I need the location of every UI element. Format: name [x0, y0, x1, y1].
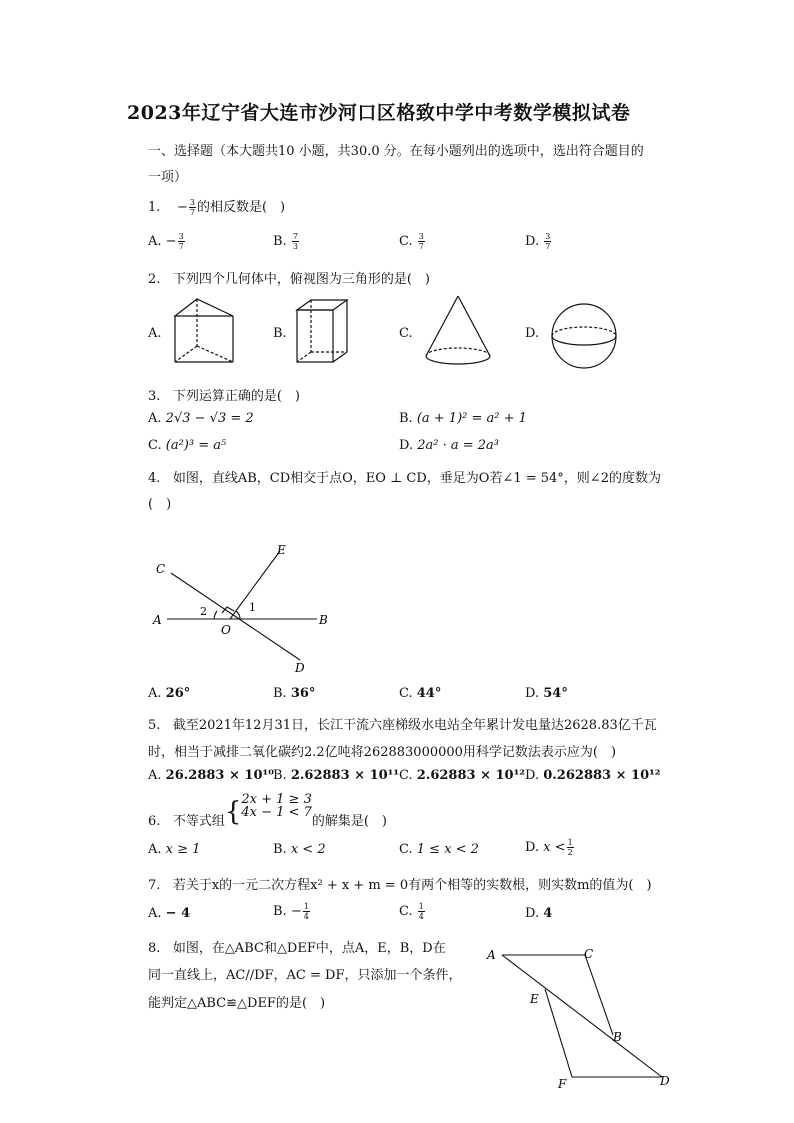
q4-option-b[interactable]: B. 36°	[273, 686, 316, 701]
inequality-2: 4x − 1 < 7	[241, 805, 312, 820]
label-b: B	[613, 1030, 622, 1044]
q5-option-c[interactable]: C. 2.62883 × 10¹²	[399, 768, 525, 783]
label-d: D	[660, 1074, 670, 1088]
cone-icon	[422, 292, 494, 370]
q3-option-c[interactable]: C. (a²)³ = a⁵	[148, 438, 227, 453]
label-a: A	[487, 948, 496, 962]
section-instructions-line2: 一项）	[148, 170, 188, 185]
label-f: F	[558, 1077, 567, 1091]
question-4: 4. 如图，直线AB，CD相交于点O，EO ⊥ CD，垂足为O若∠1 = 54°，则∠2的度数为	[148, 471, 661, 486]
q2-option-a-label[interactable]: A.	[148, 326, 162, 341]
segment-ad	[502, 955, 662, 1077]
page-title: 2023年辽宁省大连市沙河口区格致中学中考数学模拟试卷	[127, 102, 631, 124]
question-6: 6. 不等式组{2x + 1 ≥ 3 4x − 1 < 7的解集是( )	[148, 792, 387, 829]
q8-figure	[482, 940, 682, 1100]
question-3: 3. 下列运算正确的是( )	[148, 389, 300, 404]
q4-option-a[interactable]: A. 26°	[148, 686, 191, 701]
label-a: A	[153, 613, 162, 627]
label-angle-2: 2	[200, 605, 207, 618]
question-8-line2: 同一直线上，AC//DF，AC = DF，只添加一个条件，	[148, 968, 462, 983]
negative-sign: −	[176, 200, 188, 215]
q4-option-d[interactable]: D. 54°	[525, 686, 568, 701]
q6-option-b[interactable]: B. x < 2	[273, 842, 326, 857]
question-7: 7. 若关于x的一元二次方程x² + x + m = 0有两个相等的实数根，则实数m的值为( )	[148, 878, 652, 893]
q6-option-d[interactable]: D. x < $\frac{1}{2}$	[525, 838, 573, 857]
line-cd	[171, 573, 300, 660]
q5-option-b[interactable]: B. 2.62883 × 10¹¹	[273, 768, 400, 783]
q4-figure	[145, 535, 345, 680]
sphere-icon	[548, 300, 620, 372]
q3-option-a[interactable]: A. 2√3 − √3 = 2	[148, 411, 254, 426]
question-1	[148, 196, 285, 217]
triangular-prism-icon	[170, 296, 240, 368]
q2-option-c-label[interactable]: C.	[399, 326, 413, 341]
question-5-line2: 时，相当于减排二氧化碳约2.2亿吨将262883000000用科学记数法表示应为( )	[148, 745, 617, 760]
label-e: E	[530, 992, 539, 1006]
label-o: O	[221, 623, 231, 637]
q2-option-d-label[interactable]: D.	[525, 326, 540, 341]
q3-option-b[interactable]: B. (a + 1)² = a² + 1	[399, 411, 527, 426]
question-8-line3: 能判定△ABC≌△DEF的是( )	[148, 996, 326, 1011]
label-c: C	[584, 947, 594, 961]
question-8: 8. 如图，在△ABC和△DEF中，点A，E，B，D在	[148, 941, 446, 956]
label-angle-1: 1	[249, 601, 256, 614]
label-c: C	[156, 562, 166, 576]
segment-cb	[585, 955, 613, 1035]
brace: {	[224, 797, 242, 827]
q7-option-c[interactable]: C. $\frac{1}{4}$	[399, 902, 424, 921]
q6-option-c[interactable]: C. 1 ≤ x < 2	[399, 842, 479, 857]
q3-option-d[interactable]: D. 2a² · a = 2a³	[399, 438, 500, 453]
q2-option-b-label[interactable]: B.	[273, 326, 287, 341]
q7-option-d[interactable]: D. 4	[525, 906, 553, 921]
q4-option-c[interactable]: C. 44°	[399, 686, 442, 701]
fraction: $\frac{3}{7}$	[189, 198, 195, 217]
q1-option-c[interactable]: C. $\frac{3}{7}$	[399, 232, 424, 251]
q7-option-a[interactable]: A. − 4	[148, 906, 191, 921]
q5-option-a[interactable]: A. 26.2883 × 10¹⁰	[148, 768, 274, 783]
q6-option-a[interactable]: A. x ≥ 1	[148, 842, 201, 857]
q5-option-d[interactable]: D. 0.262883 × 10¹²	[525, 768, 661, 783]
question-text: 的相反数是( )	[196, 200, 286, 215]
segment-ef	[545, 989, 572, 1077]
q1-option-a[interactable]: A. − $\frac{3}{7}$	[148, 232, 184, 251]
label-b: B	[319, 613, 328, 627]
rectangular-prism-icon	[292, 296, 354, 368]
label-e: E	[277, 543, 286, 557]
question-4-line2: ( )	[148, 497, 172, 512]
section-instructions-line1: 一、选择题（本大题共10 小题，共30.0 分。在每小题列出的选项中，选出符合题目的	[148, 144, 644, 159]
question-2: 2. 下列四个几何体中，俯视图为三角形的是( )	[148, 272, 430, 287]
inequality-1: 2x + 1 ≥ 3	[241, 792, 312, 807]
label-d: D	[295, 661, 305, 675]
q1-option-d[interactable]: D. $\frac{3}{7}$	[525, 232, 551, 251]
question-5: 5. 截至2021年12月31日，长江干流六座梯级水电站全年累计发电量达2628.83亿千瓦	[148, 718, 657, 733]
q7-option-b[interactable]: B. − $\frac{1}{4}$	[273, 902, 309, 921]
question-number: 1.	[148, 200, 161, 215]
q1-option-b[interactable]: B. $\frac{7}{3}$	[273, 232, 298, 251]
